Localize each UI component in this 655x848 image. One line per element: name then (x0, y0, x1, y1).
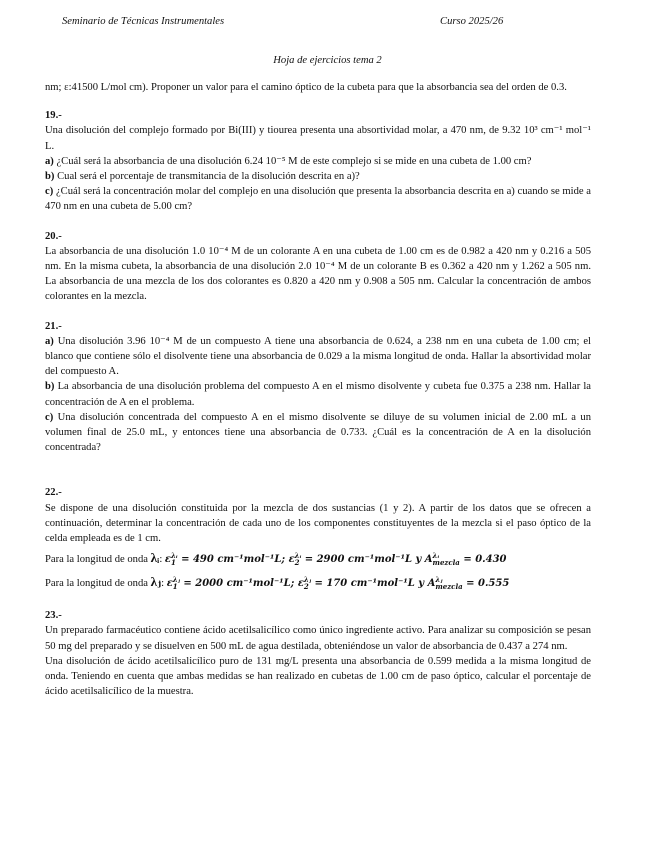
part-text: Una disolución 3.96 10⁻⁴ M de un compuesto A tiene una absorbancia de 0.624, a 238 nm en una cubeta de 1.00 cm; el blanco que contiene sólo el disolvente tiene una absorbancia de 0.029 a la misma longitud de onda. Hallar la absortividad molar del compuesto A. (45, 335, 591, 378)
connector: y (415, 554, 422, 566)
part-text: Cual será el porcentaje de transmitancia de la disolución descrita en a)? (57, 171, 360, 183)
mixture-subscript: mezcla (432, 558, 460, 568)
exercise-23-number: 23.- (45, 610, 62, 622)
exercise-20-text: La absorbancia de una disolución 1.0 10⁻⁴ M de un colorante A en una cubeta de 1.00 cm es de 0.982 a 420 nm y 0.216 a 505 nm. En la misma cubeta, la absorbancia de una disolución 2.0 10⁻⁴ M de un colorante B es 0.362 a 420 nm y 1.262 a 505 nm. La absorbancia de una mezcla de los dos colorantes es 0.820 a 420 nm y 0.908 a 505 nm. Calcular la concentración de ambos colorantes en la mezcla. (45, 245, 591, 303)
part-label: c) (45, 186, 54, 198)
mixture-absorbance: 0.555 (477, 578, 510, 590)
header-course-name: Seminario de Técnicas Instrumentales (62, 16, 225, 27)
exercise-19-number: 19.- (45, 110, 62, 122)
part-text: Una disolución concentrada del compuesto A en el mismo disolvente se diluye de su volumen inicial de 2.00 mL a un volumen final de 25.0 mL, y entonces tiene una absorbancia de 0.733. ¿Cuál es la concentración de A en la disolución concentrada? (45, 411, 591, 454)
part-label: a) (45, 155, 54, 167)
exercise-19-part-a (45, 154, 591, 169)
exercise-22-equation-lambda-i: Para la longitud de onda λᵢ: ελᵢ 1 = 490 cm⁻¹mol⁻¹L; ελᵢ 2 = 2900 cm⁻¹mol⁻¹L y Aλᵢ mezcla = 0.430 (45, 550, 507, 568)
part-label: b) (45, 171, 55, 183)
exercise-21-number: 21.- (45, 320, 62, 332)
mixture-absorbance: 0.430 (475, 554, 507, 566)
equation-prefix: Para la longitud de onda (45, 578, 148, 590)
exercise-22-text: Se dispone de una disolución constituida por la mezcla de dos sustancias (1 y 2). A partir de los datos que se ofrecen a continuación, determinar la concentración de cada uno de los componentes constituyentes de la mezcla si el paso óptico de la celda empleada es de 1 cm. (45, 502, 591, 545)
exercise-23-paragraph-2: Una disolución de ácido acetilsalicílico puro de 131 mg/L presenta una absorbancia de 0.599 medida a la misma longitud de onda. Teniendo en cuenta que ambas medidas se han realizado en cubetas de 1.00 cm de paso óptico, calcular el porcentaje de ácido acetilsalicílico de la muestra. (45, 655, 591, 698)
part-label: b) (45, 381, 55, 393)
connector: y (418, 578, 425, 590)
epsilon2-value: 2900 (316, 554, 345, 566)
exercise-18-continuation: nm; ε:41500 L/mol cm). Proponer un valor para el camino óptico de la cubeta para que la absorbancia sea del orden de 0.3. (45, 82, 567, 93)
epsilon-unit: cm⁻¹mol⁻¹L (217, 554, 282, 566)
epsilon-unit: cm⁻¹mol⁻¹L (347, 554, 412, 566)
part-text: ¿Cuál será la absorbancia de una disolución 6.24 10⁻⁵ M de este complejo si se mide en una cubeta de 1.00 cm? (56, 155, 532, 167)
epsilon1-value: 2000 (195, 578, 224, 590)
part-label: a) (45, 335, 54, 347)
exercise-21-part-b (45, 379, 591, 409)
epsilon-unit: cm⁻¹mol⁻¹L (350, 578, 415, 590)
part-text: La absorbancia de una disolución problema del compuesto A en el mismo disolvente y cubeta fue 0.375 a 238 nm. Hallar la concentración de A en el problema. (45, 381, 591, 408)
exercise-19-part-c (45, 184, 591, 214)
lambda-j-symbol: λⱼ (150, 574, 162, 590)
exercise-19-part-b (45, 169, 591, 184)
exercise-23-paragraph-1: Un preparado farmacéutico contiene ácido acetilsalicílico como único ingrediente activo. Para analizar su composición se pesan 50 mg del preparado y se disuelven en 500 mL de agua destilada, obteniéndose un valor de absorbancia de 0.437 a 274 nm. (45, 625, 591, 652)
part-label: c) (45, 411, 54, 423)
exercise-20-number: 20.- (45, 230, 62, 242)
lambda-i-symbol: λᵢ (150, 550, 160, 566)
epsilon1-value: 490 (192, 554, 214, 566)
part-text: ¿Cuál será la concentración molar del complejo en una disolución que presenta la absorbancia descrita en a) cuando se mide a 470 nm en una cubeta de 5.00 cm? (45, 186, 591, 213)
exercise-body (45, 80, 591, 700)
epsilon-unit: cm⁻¹mol⁻¹L (226, 578, 291, 590)
sheet-subtitle: Hoja de ejercicios tema 2 (273, 55, 382, 66)
exercise-21-part-a (45, 334, 591, 380)
exercise-21-part-c (45, 410, 591, 456)
epsilon2-value: 170 (326, 578, 348, 590)
mixture-subscript: mezcla (435, 582, 463, 592)
exercise-22-equation-lambda-j: Para la longitud de onda λⱼ: ελⱼ 1 = 2000 cm⁻¹mol⁻¹L; ελⱼ 2 = 170 cm⁻¹mol⁻¹L y Aλⱼ mezcla = 0.555 (45, 574, 510, 592)
header-academic-year: Curso 2025/26 (440, 16, 504, 27)
exercise-19-stem: Una disolución del complejo formado por Bi(III) y tiourea presenta una absortividad molar, a 470 nm, de 9.32 10³ cm⁻¹ mol⁻¹ L. (45, 125, 591, 152)
exercise-22-number: 22.- (45, 487, 62, 499)
equation-prefix: Para la longitud de onda (45, 554, 148, 566)
